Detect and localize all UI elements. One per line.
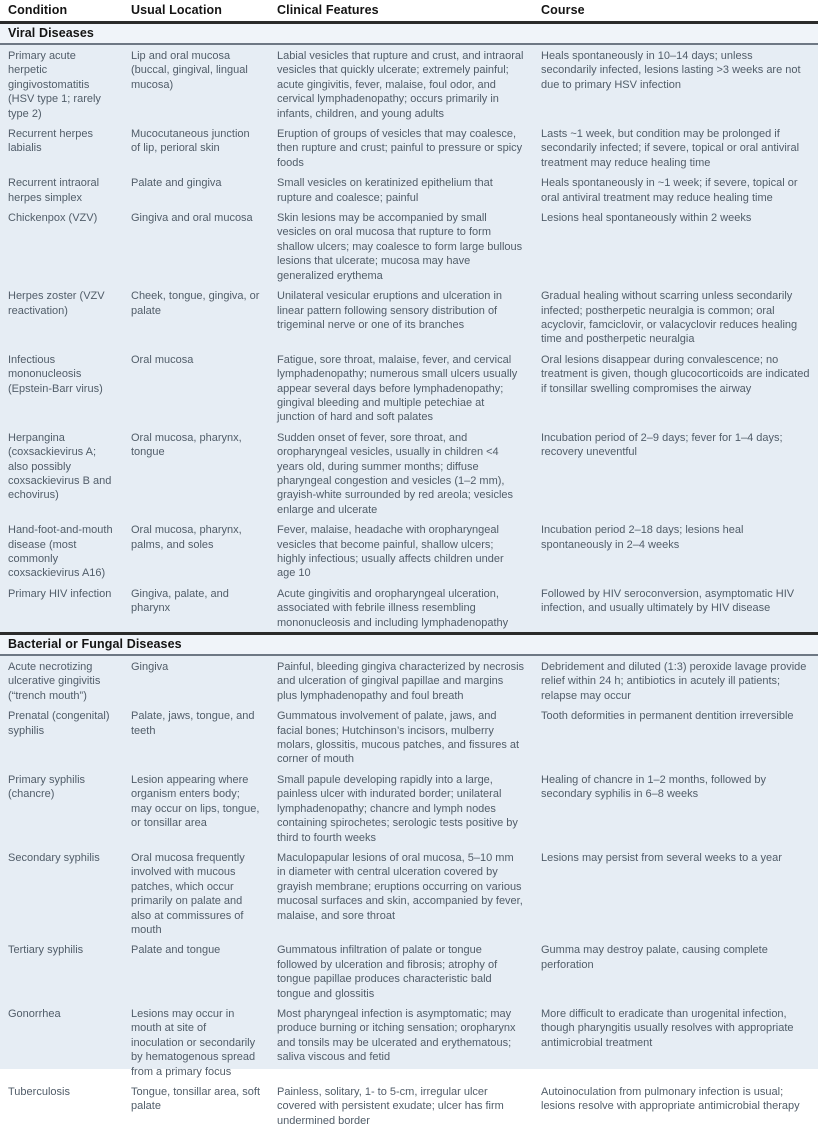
course-cell: Lesions may persist from several weeks to a year	[533, 847, 818, 939]
table-row	[0, 1003, 818, 1081]
features-cell: Gummatous involvement of palate, jaws, and facial bones; Hutchinson’s incisors, mulberry molars, glossitis, mucous patches, and fissures at corner of mouth	[269, 705, 533, 769]
location-cell: Lesions may occur in mouth at site of inoculation or secondarily by hematogenous spread from a primary focus	[123, 1003, 269, 1081]
table-row	[0, 939, 818, 1003]
features-cell: Eruption of groups of vesicles that may coalesce, then rupture and crust; painful to pressure or spicy foods	[269, 123, 533, 172]
condition-cell: Secondary syphilis	[0, 847, 123, 939]
location-cell: Palate and gingiva	[123, 172, 269, 207]
section-header-row	[0, 634, 818, 656]
column-header-usual-location: Usual Location	[123, 0, 269, 23]
section-header-row	[0, 23, 818, 45]
condition-cell: Chickenpox (VZV)	[0, 207, 123, 285]
course-cell: Gradual healing without scarring unless secondarily infected; postherpetic neuralgia is common; oral acyclovir, famciclovir, or valacyclovir reduces healing time and postherpetic neuralgia	[533, 285, 818, 349]
course-cell: Lesions heal spontaneously within 2 weeks	[533, 207, 818, 285]
course-cell: Followed by HIV seroconversion, asymptomatic HIV infection, and usually ultimately by HIV disease	[533, 583, 818, 634]
course-cell: Debridement and diluted (1:3) peroxide lavage provide relief within 24 h; antibiotics in acutely ill patients; relapse may occur	[533, 655, 818, 705]
column-header-course: Course	[533, 0, 818, 23]
features-cell: Small vesicles on keratinized epithelium that rupture and coalesce; painful	[269, 172, 533, 207]
features-cell: Painless, solitary, 1- to 5-cm, irregular ulcer covered with persistent exudate; ulcer has firm undermined border	[269, 1081, 533, 1130]
course-cell: Heals spontaneously in ~1 week; if severe, topical or oral antiviral treatment may reduce healing time	[533, 172, 818, 207]
condition-cell: Tertiary syphilis	[0, 939, 123, 1003]
features-cell: Unilateral vesicular eruptions and ulceration in linear pattern following sensory distribution of trigeminal nerve or one of its branches	[269, 285, 533, 349]
course-cell: Incubation period of 2–9 days; fever for 1–4 days; recovery uneventful	[533, 427, 818, 519]
features-cell: Maculopapular lesions of oral mucosa, 5–10 mm in diameter with central ulceration covered by grayish membrane; eruptions occurring on various mucosal surfaces and skin, accompanied by fever, malaise, and sore throat	[269, 847, 533, 939]
table-row	[0, 44, 818, 123]
features-cell: Gummatous infiltration of palate or tongue followed by ulceration and fibrosis; atrophy of tongue papillae produces characteristic bald tongue and glossitis	[269, 939, 533, 1003]
location-cell: Lip and oral mucosa (buccal, gingival, lingual mucosa)	[123, 44, 269, 123]
table-row	[0, 123, 818, 172]
features-cell: Skin lesions may be accompanied by small vesicles on oral mucosa that rupture to form shallow ulcers; may coalesce to form large bullous lesions that ulcerate; mucosa may have generalized erythema	[269, 207, 533, 285]
location-cell: Gingiva, palate, and pharynx	[123, 583, 269, 634]
table-body	[0, 23, 818, 1130]
location-cell: Tongue, tonsillar area, soft palate	[123, 1081, 269, 1130]
condition-cell: Acute necrotizing ulcerative gingivitis (“trench mouth”)	[0, 655, 123, 705]
features-cell: Fatigue, sore throat, malaise, fever, and cervical lymphadenopathy; numerous small ulcers usually appear several days before lymphadenopathy; gingival bleeding and multiple petechiae at junction of hard and soft palates	[269, 349, 533, 427]
course-cell: Heals spontaneously in 10–14 days; unless secondarily infected, lesions lasting >3 weeks are not due to primary HSV infection	[533, 44, 818, 123]
features-cell: Labial vesicles that rupture and crust, and intraoral vesicles that quickly ulcerate; extremely painful; acute gingivitis, fever, malaise, foul odor, and cervical lymphadenopathy; occurs primarily in infants, children, and young adults	[269, 44, 533, 123]
condition-cell: Hand-foot-and-mouth disease (most commonly coxsackievirus A16)	[0, 519, 123, 583]
condition-cell: Herpangina (coxsackievirus A; also possibly coxsackievirus B and echovirus)	[0, 427, 123, 519]
course-cell: Gumma may destroy palate, causing complete perforation	[533, 939, 818, 1003]
table-row	[0, 769, 818, 847]
table-row	[0, 847, 818, 939]
section-title: Viral Diseases	[0, 23, 818, 45]
location-cell: Palate and tongue	[123, 939, 269, 1003]
column-header-clinical-features: Clinical Features	[269, 0, 533, 23]
condition-cell: Primary acute herpetic gingivostomatitis (HSV type 1; rarely type 2)	[0, 44, 123, 123]
features-cell: Fever, malaise, headache with oropharyngeal vesicles that become painful, shallow ulcers; highly infectious; usually affects children under age 10	[269, 519, 533, 583]
location-cell: Lesion appearing where organism enters body; may occur on lips, tongue, or tonsillar area	[123, 769, 269, 847]
column-header-row	[0, 0, 818, 23]
location-cell: Gingiva and oral mucosa	[123, 207, 269, 285]
features-cell: Sudden onset of fever, sore throat, and oropharyngeal vesicles, usually in children <4 years old, during summer months; diffuse pharyngeal congestion and vesicles (1–2 mm), grayish-white surrounded by red areola; vesicles enlarge and ulcerate	[269, 427, 533, 519]
location-cell: Oral mucosa	[123, 349, 269, 427]
location-cell: Oral mucosa frequently involved with mucous patches, which occur primarily on palate and also at commissures of mouth	[123, 847, 269, 939]
table-row	[0, 583, 818, 634]
condition-cell: Primary syphilis (chancre)	[0, 769, 123, 847]
course-cell: More difficult to eradicate than urogenital infection, though pharyngitis usually resolves with appropriate antimicrobial treatment	[533, 1003, 818, 1081]
location-cell: Palate, jaws, tongue, and teeth	[123, 705, 269, 769]
condition-cell: Recurrent herpes labialis	[0, 123, 123, 172]
course-cell: Tooth deformities in permanent dentition irreversible	[533, 705, 818, 769]
condition-cell: Herpes zoster (VZV reactivation)	[0, 285, 123, 349]
course-cell: Incubation period 2–18 days; lesions heal spontaneously in 2–4 weeks	[533, 519, 818, 583]
course-cell: Healing of chancre in 1–2 months, followed by secondary syphilis in 6–8 weeks	[533, 769, 818, 847]
section-title: Bacterial or Fungal Diseases	[0, 634, 818, 656]
condition-cell: Gonorrhea	[0, 1003, 123, 1081]
course-cell: Autoinoculation from pulmonary infection is usual; lesions resolve with appropriate antimicrobial therapy	[533, 1081, 818, 1130]
location-cell: Cheek, tongue, gingiva, or palate	[123, 285, 269, 349]
condition-cell: Infectious mononucleosis (Epstein-Barr virus)	[0, 349, 123, 427]
table-row	[0, 1081, 818, 1130]
features-cell: Acute gingivitis and oropharyngeal ulceration, associated with febrile illness resembling mononucleosis and including lymphadenopathy	[269, 583, 533, 634]
column-header-condition: Condition	[0, 0, 123, 23]
table-row	[0, 427, 818, 519]
course-cell: Lasts ~1 week, but condition may be prolonged if secondarily infected; if severe, topical or oral antiviral treatment may reduce healing time	[533, 123, 818, 172]
condition-cell: Recurrent intraoral herpes simplex	[0, 172, 123, 207]
table-row	[0, 207, 818, 285]
condition-cell: Prenatal (congenital) syphilis	[0, 705, 123, 769]
table-row	[0, 172, 818, 207]
table-row	[0, 519, 818, 583]
location-cell: Oral mucosa, pharynx, palms, and soles	[123, 519, 269, 583]
table-row	[0, 285, 818, 349]
table-row	[0, 705, 818, 769]
location-cell: Mucocutaneous junction of lip, perioral skin	[123, 123, 269, 172]
features-cell: Small papule developing rapidly into a large, painless ulcer with indurated border; unilateral lymphadenopathy; chancre and lymph nodes containing spirochetes; serologic tests positive by third to fourth weeks	[269, 769, 533, 847]
location-cell: Gingiva	[123, 655, 269, 705]
table-row	[0, 655, 818, 705]
table-row	[0, 349, 818, 427]
location-cell: Oral mucosa, pharynx, tongue	[123, 427, 269, 519]
condition-cell: Tuberculosis	[0, 1081, 123, 1130]
features-cell: Painful, bleeding gingiva characterized by necrosis and ulceration of gingival papillae and margins plus lymphadenopathy and foul breath	[269, 655, 533, 705]
features-cell: Most pharyngeal infection is asymptomatic; may produce burning or itching sensation; oropharynx and tonsils may be ulcerated and erythematous; saliva viscous and fetid	[269, 1003, 533, 1081]
course-cell: Oral lesions disappear during convalescence; no treatment is given, though glucocorticoids are indicated if tonsillar swelling compromises the airway	[533, 349, 818, 427]
table-header	[0, 0, 818, 23]
condition-cell: Primary HIV infection	[0, 583, 123, 634]
